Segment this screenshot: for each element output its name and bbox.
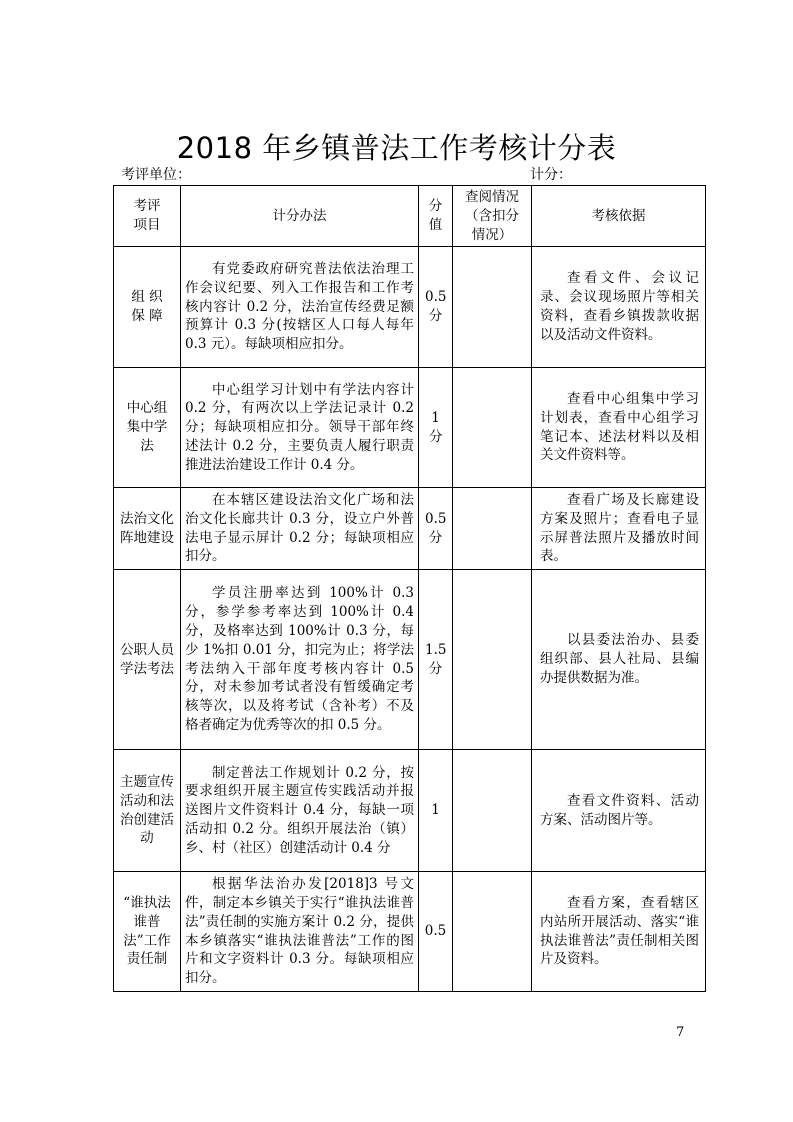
row-basis: 查看中心组集中学习计划表，查看中心组学习笔记本、述法材料以及相关文件资料等。	[532, 368, 706, 488]
row-value: 0.5分	[419, 247, 453, 368]
row-basis: 以县委法治办、县委组织部、县人社局、县编办提供数据为准。	[532, 570, 706, 750]
table-row	[114, 872, 706, 992]
row-method: 有党委政府研究普法依法治理工作会议纪要、列入工作报告和工作考核内容计 0.2 分，法治宣传经费足额预算计 0.3 分(按辖区人口每人每年 0.3 元）。每缺项相应扣分。	[181, 247, 419, 368]
row-value: 1分	[419, 368, 453, 488]
header-basis: 考核依据	[532, 186, 706, 247]
table-row	[114, 570, 706, 750]
row-basis: 查看方案，查看辖区内站所开展活动、落实“谁执法谁普法”责任制相关图片及资料。	[532, 872, 706, 992]
header-method: 计分办法	[181, 186, 419, 247]
page-number: 7	[676, 1025, 685, 1040]
header-value: 分值	[419, 186, 453, 247]
row-value: 1.5分	[419, 570, 453, 750]
row-review	[453, 750, 532, 872]
page-title: 2018 年乡镇普法工作考核计分表	[176, 131, 617, 165]
header-review: 查阅情况（含扣分情况）	[453, 186, 532, 247]
table-row	[114, 750, 706, 872]
row-item: 法治文化阵地建设	[114, 488, 181, 570]
row-basis: 查看广场及长廊建设方案及照片；查看电子显示屏普法照片及播放时间表。	[532, 488, 706, 570]
assessment-table	[113, 185, 706, 992]
row-method: 学员注册率达到 100%计 0.3 分，参学参考率达到 100%计 0.4 分，及格率达到 100%计 0.3 分，每少 1%扣 0.01 分，扣完为止；将学法考法纳入干部年度考核内容计 0.5 分，对未参加考试者没有暂缓确定考核等次，以及将考试（含补考）不及格者确定为优秀等次的扣 0.5 分。	[181, 570, 419, 750]
row-value: 1	[419, 750, 453, 872]
row-method: 根据华法治办发[2018]3 号文件，制定本乡镇关于实行“谁执法谁普法”责任制的实施方案计 0.2 分，提供本乡镇落实“谁执法谁普法”工作的图片和文字资料计 0.3 分。每缺项相应扣分。	[181, 872, 419, 992]
table-row	[114, 368, 706, 488]
row-item: 组 织保 障	[114, 247, 181, 368]
row-value: 0.5分	[419, 488, 453, 570]
table-row	[114, 488, 706, 570]
table-header-row	[114, 186, 706, 247]
row-method: 中心组学习计划中有学法内容计 0.2 分，有两次以上学法记录计 0.2 分；每缺项相应扣分。领导干部年终述法计 0.2 分，主要负责人履行职责推进法治建设工作计 0.4 分。	[181, 368, 419, 488]
row-item: 中心组集中学法	[114, 368, 181, 488]
row-review	[453, 368, 532, 488]
evaluation-unit-label: 考评单位：	[121, 167, 191, 183]
table-row	[114, 247, 706, 368]
row-basis: 查看文件、会议记录、会议现场照片等相关资料，查看乡镇拨款收据以及活动文件资料。	[532, 247, 706, 368]
row-item: 公职人员学法考法	[114, 570, 181, 750]
header-item: 考评项目	[114, 186, 181, 247]
row-value: 0.5	[419, 872, 453, 992]
row-method: 在本辖区建设法治文化广场和法治文化长廊共计 0.3 分，设立户外普法电子显示屏计 0.2 分；每缺项相应扣分。	[181, 488, 419, 570]
row-basis: 查看文件资料、活动方案、活动图片等。	[532, 750, 706, 872]
row-review	[453, 570, 532, 750]
score-label: 计分：	[530, 167, 572, 183]
row-item: 主题宣传活动和法治创建活动	[114, 750, 181, 872]
row-method: 制定普法工作规划计 0.2 分，按要求组织开展主题宣传实践活动并报送图片文件资料计 0.4 分，每缺一项活动扣 0.2 分。组织开展法治（镇）乡、村（社区）创建活动计 0.4 分	[181, 750, 419, 872]
row-review	[453, 872, 532, 992]
row-review	[453, 247, 532, 368]
row-review	[453, 488, 532, 570]
row-item: “谁执法谁普法”工作责任制	[114, 872, 181, 992]
